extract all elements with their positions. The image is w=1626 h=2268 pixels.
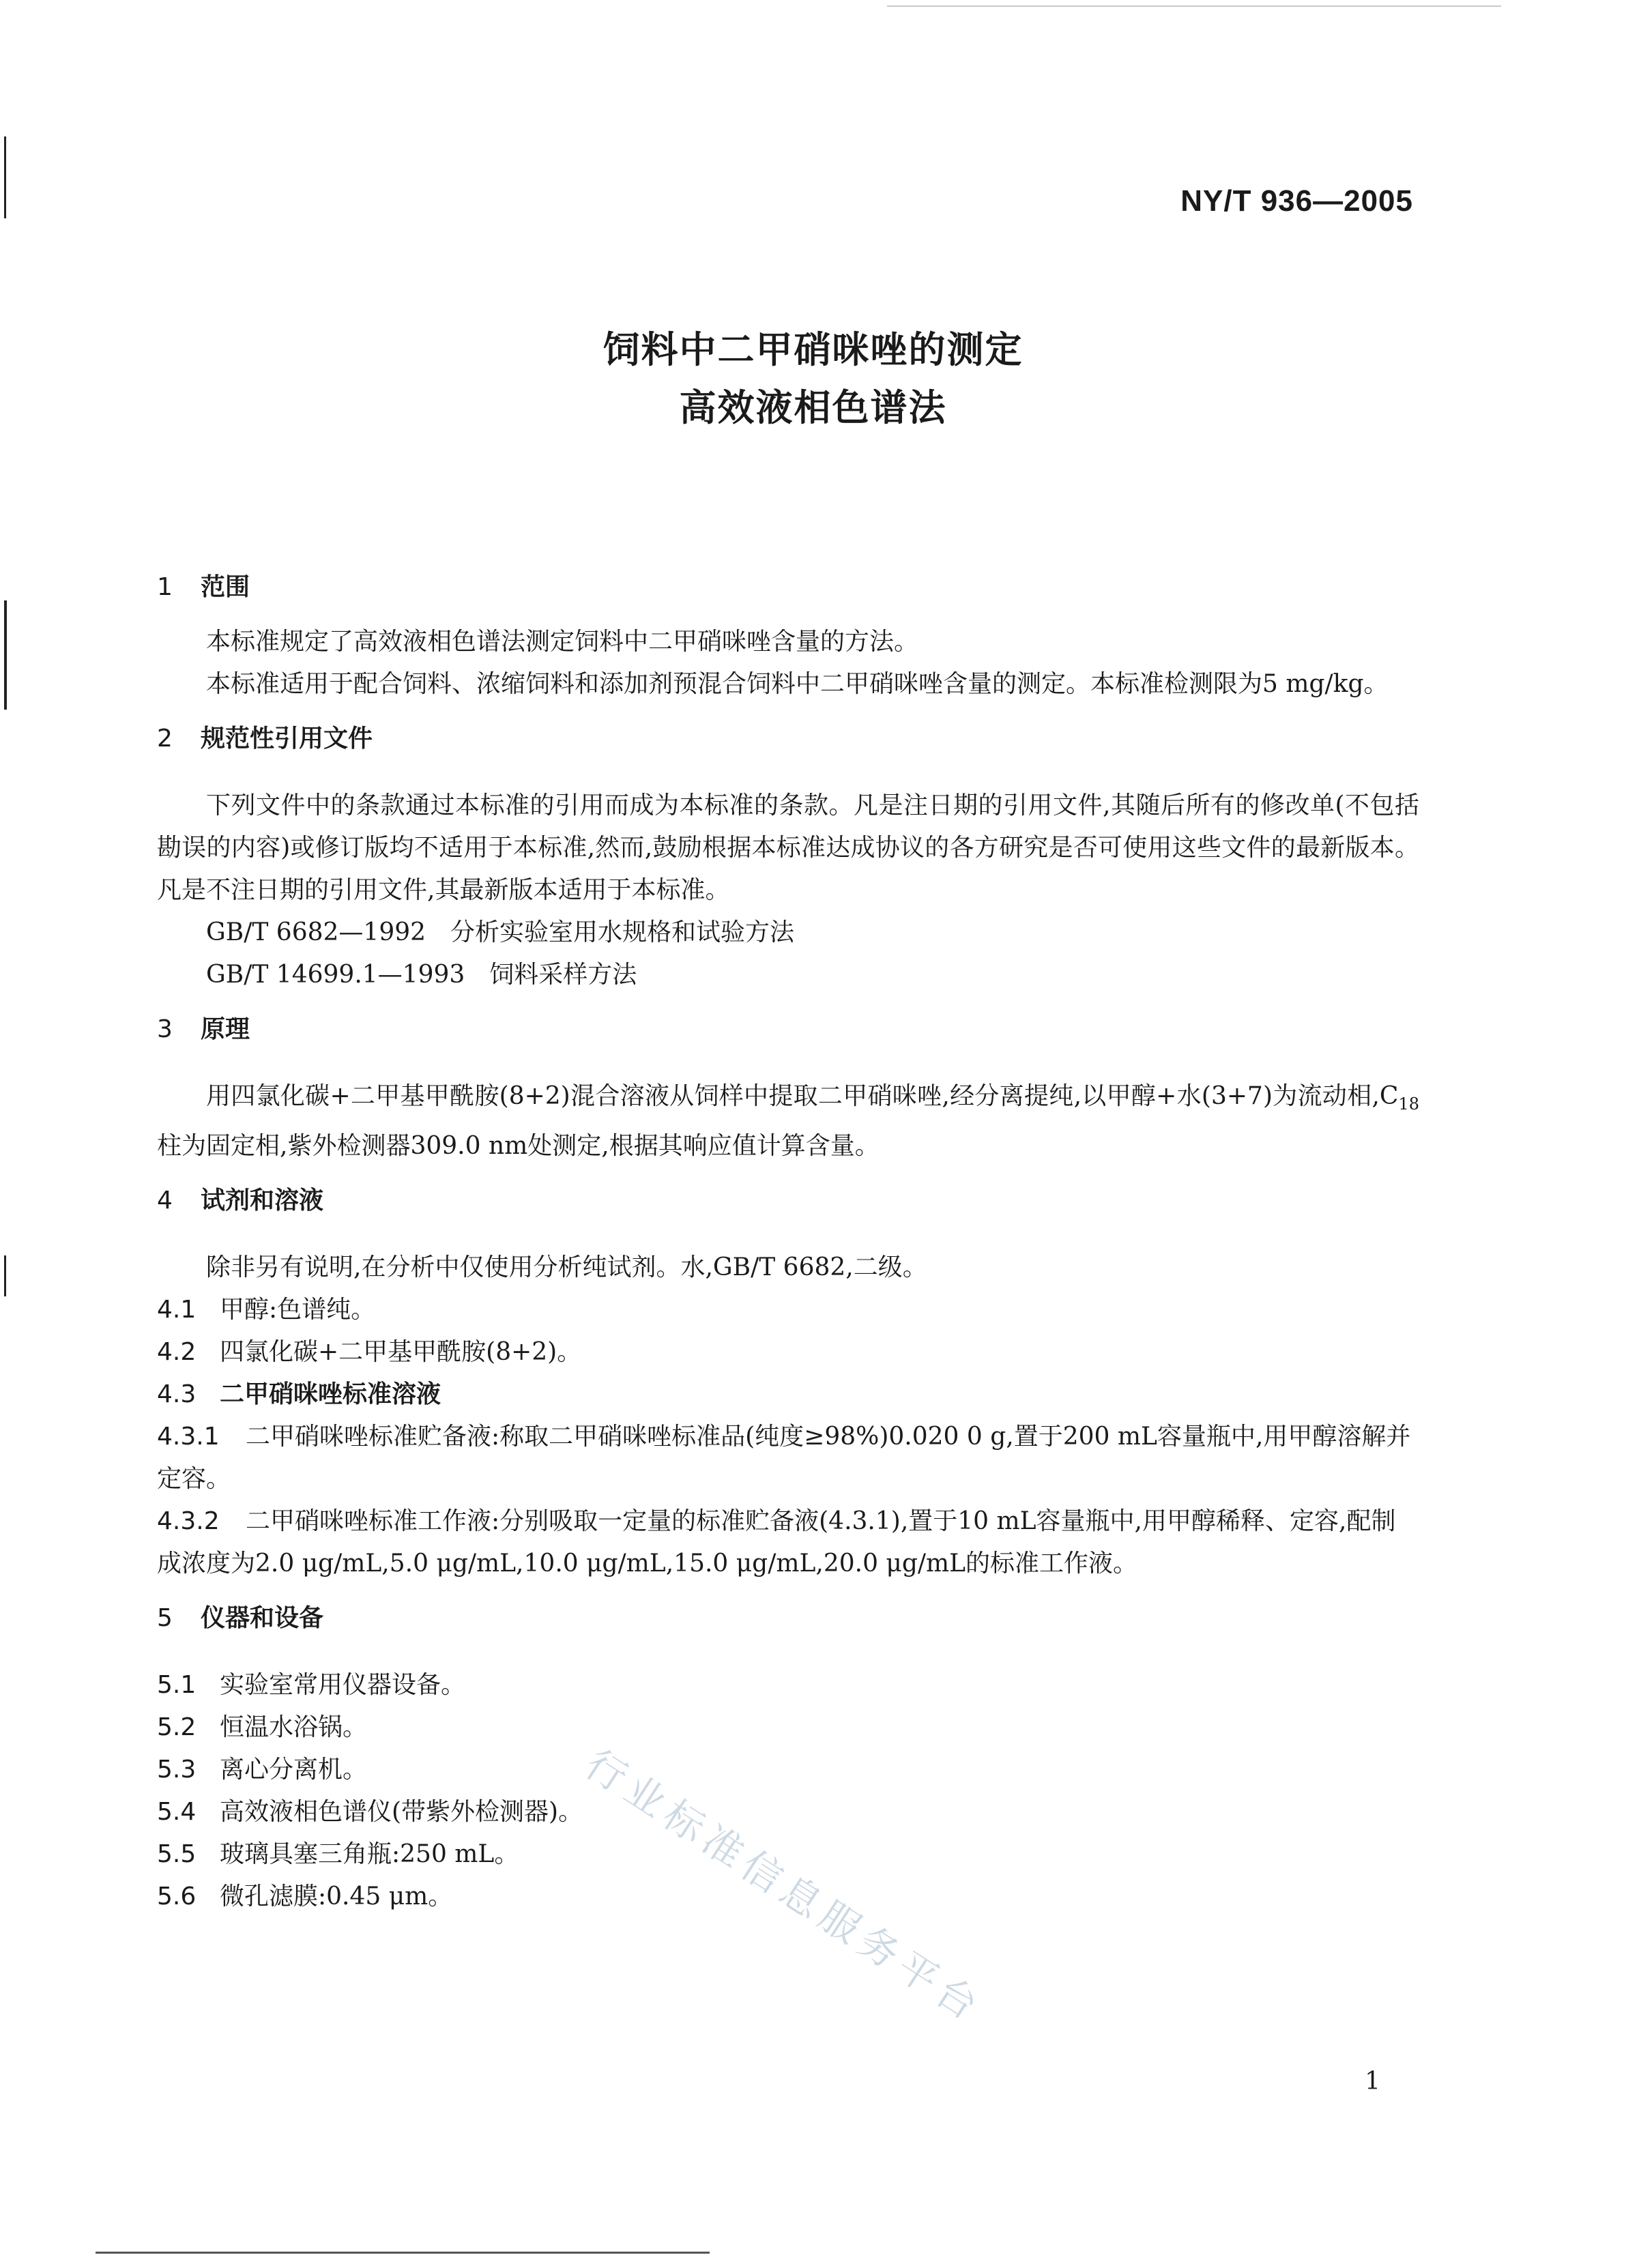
list-item — [157, 1500, 1419, 1585]
principle-text-b: 柱为固定相,紫外检测器309.0 nm处测定,根据其响应值计算含量。 — [157, 1132, 880, 1161]
list-item — [157, 1706, 1419, 1749]
section-heading-4 — [157, 1180, 1419, 1222]
section-number: 1 — [157, 573, 173, 601]
item-text: 恒温水浴锅。 — [220, 1713, 368, 1742]
reference-code: GB/T 6682—1992 — [206, 918, 426, 946]
section-number: 2 — [157, 725, 173, 753]
section-number: 4 — [157, 1187, 173, 1215]
scan-bottom-line — [96, 2252, 710, 2254]
list-item — [157, 1664, 1419, 1706]
scan-edge-mark — [4, 1255, 6, 1296]
list-item — [157, 1331, 1419, 1373]
item-text: 实验室常用仪器设备。 — [220, 1671, 466, 1700]
section-heading-1 — [157, 566, 1419, 609]
item-text: 离心分离机。 — [220, 1756, 368, 1784]
paragraph: 本标准规定了高效液相色谱法测定饲料中二甲硝咪唑含量的方法。 — [206, 628, 919, 656]
item-text: 玻璃具塞三角瓶:250 mL。 — [220, 1840, 519, 1869]
section-title: 仪器和设备 — [201, 1604, 324, 1633]
subsection-heading — [157, 1373, 1419, 1416]
reference-title: 饲料采样方法 — [489, 961, 637, 989]
section-title: 原理 — [201, 1015, 250, 1043]
section-heading-2 — [157, 718, 1419, 760]
item-number: 5.6 — [157, 1882, 197, 1911]
item-text: 微孔滤膜:0.45 μm。 — [220, 1882, 453, 1911]
item-number: 4.3.1 — [157, 1423, 220, 1451]
section-title: 试剂和溶液 — [201, 1187, 324, 1215]
item-text: 高效液相色谱仪(带紫外检测器)。 — [220, 1798, 583, 1827]
document-body — [157, 566, 1419, 1918]
scan-edge-mark — [4, 136, 6, 218]
item-number: 5.2 — [157, 1713, 197, 1742]
item-number: 5.4 — [157, 1798, 197, 1827]
subsection-title: 二甲硝咪唑标准溶液 — [220, 1380, 441, 1409]
item-text: 二甲硝咪唑标准工作液:分别吸取一定量的标准贮备液(4.3.1),置于10 mL容量瓶中,用甲醇稀释、定容,配制成浓度为2.0 μg/mL,5.0 μg/mL,10.0 μg/mL,15.0 μg/mL,20.0 μg/mL的标准工作液。 — [157, 1507, 1396, 1578]
reference-title: 分析实验室用水规格和试验方法 — [450, 918, 795, 946]
watermark: 行业标准信息服务平台 — [577, 1740, 992, 2033]
item-text: 二甲硝咪唑标准贮备液:称取二甲硝咪唑标准品(纯度≥98%)0.020 0 g,置于200 mL容量瓶中,用甲醇溶解并定容。 — [157, 1423, 1411, 1494]
list-item — [157, 1289, 1419, 1331]
list-item — [157, 1416, 1419, 1500]
standard-number: NY/T 936—2005 — [1180, 184, 1413, 218]
scan-edge-mark — [4, 600, 7, 710]
paragraph: 除非另有说明,在分析中仅使用分析纯试剂。水,GB/T 6682,二级。 — [206, 1253, 927, 1282]
reference-code: GB/T 14699.1—1993 — [206, 961, 465, 989]
principle-subscript: 18 — [1398, 1094, 1419, 1114]
normative-reference — [157, 912, 1419, 954]
item-number: 4.2 — [157, 1338, 197, 1367]
item-text: 四氯化碳+二甲基甲酰胺(8+2)。 — [220, 1338, 582, 1367]
section-heading-3 — [157, 1008, 1419, 1051]
item-number: 4.3 — [157, 1380, 197, 1409]
item-number: 4.1 — [157, 1296, 197, 1324]
item-number: 5.5 — [157, 1840, 197, 1869]
section-title: 范围 — [201, 573, 250, 601]
list-item — [157, 1749, 1419, 1791]
normative-reference — [157, 954, 1419, 996]
principle-text-a: 用四氯化碳+二甲基甲酰胺(8+2)混合溶液从饲样中提取二甲硝咪唑,经分离提纯,以甲醇+水(3+7)为流动相,C — [206, 1082, 1399, 1110]
page-number: 1 — [1365, 2067, 1380, 2095]
item-number: 4.3.2 — [157, 1507, 220, 1536]
document-subtitle: 高效液相色谱法 — [679, 386, 947, 429]
section-number: 3 — [157, 1015, 173, 1043]
section-heading-5 — [157, 1597, 1419, 1640]
paragraph: 本标准适用于配合饲料、浓缩饲料和添加剂预混合饲料中二甲硝咪唑含量的测定。本标准检测限为5 mg/kg。 — [206, 670, 1389, 698]
document-title: 饲料中二甲硝咪唑的测定 — [603, 328, 1023, 371]
paragraph — [157, 1075, 1419, 1167]
section-number: 5 — [157, 1604, 173, 1633]
list-item — [157, 1791, 1419, 1833]
item-number: 5.3 — [157, 1756, 197, 1784]
item-text: 甲醇:色谱纯。 — [220, 1296, 376, 1324]
scan-top-line — [887, 5, 1501, 7]
item-number: 5.1 — [157, 1671, 197, 1700]
paragraph: 下列文件中的条款通过本标准的引用而成为本标准的条款。凡是注日期的引用文件,其随后所有的修改单(不包括勘误的内容)或修订版均不适用于本标准,然而,鼓励根据本标准达成协议的各方研究是否可使用这些文件的最新版本。凡是不注日期的引用文件,其最新版本适用于本标准。 — [157, 791, 1419, 904]
section-title: 规范性引用文件 — [201, 725, 373, 753]
